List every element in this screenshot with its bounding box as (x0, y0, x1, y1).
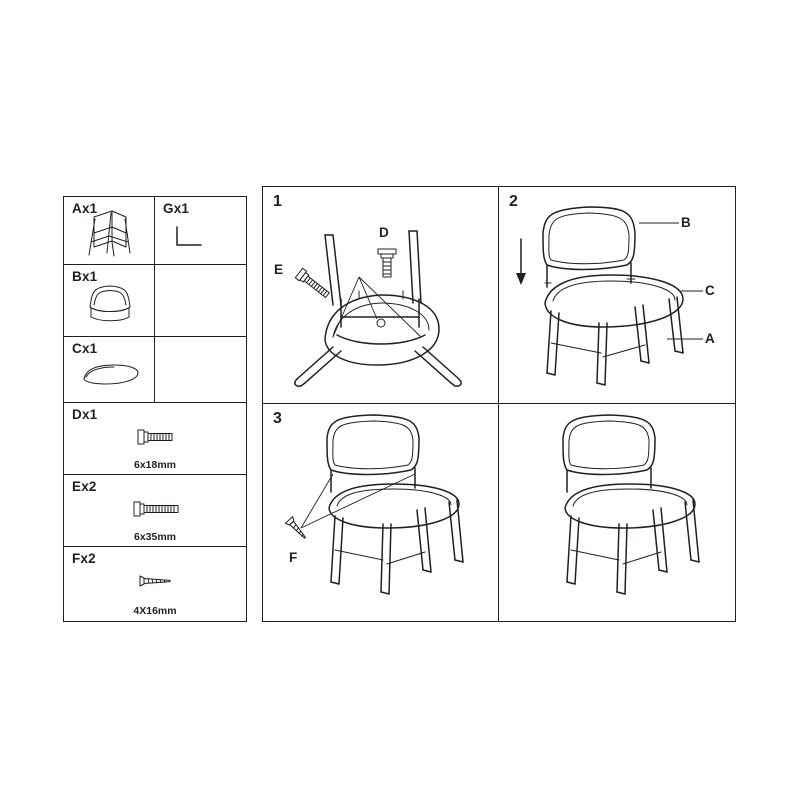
step-4-cell (499, 404, 735, 621)
part-cell-g (155, 197, 246, 264)
part-cell-blank-1 (155, 265, 246, 336)
step-2-cell (499, 187, 735, 404)
step-1-cell (263, 187, 499, 404)
table-row (64, 475, 246, 547)
part-label-a: Ax1 (72, 201, 98, 216)
part-size-f: 4X16mm (133, 605, 177, 617)
part-label-f: Fx2 (72, 551, 96, 566)
part-size-e: 6x35mm (133, 531, 177, 543)
allen-key-icon (155, 197, 246, 264)
part-label-d: Dx1 (72, 407, 98, 422)
step-2-number: 2 (509, 193, 518, 210)
table-row (64, 265, 246, 337)
chair-seat-icon (64, 337, 154, 402)
part-size-d: 6x18mm (133, 459, 177, 471)
callout-c-step2: C (705, 283, 715, 298)
part-label-c: Cx1 (72, 341, 98, 356)
steps-panel (262, 186, 736, 622)
part-cell-f (64, 547, 246, 620)
table-row (64, 337, 246, 403)
step-3-cell (263, 404, 499, 621)
table-row (64, 403, 246, 475)
part-cell-d (64, 403, 246, 474)
part-label-g: Gx1 (163, 201, 190, 216)
callout-b-step2: B (681, 215, 691, 230)
part-cell-e (64, 475, 246, 546)
chair-frame-icon (64, 197, 154, 264)
table-row (64, 197, 246, 265)
step-2-illustration (499, 187, 735, 404)
step-3-illustration (263, 404, 499, 621)
step-1-number: 1 (273, 193, 282, 210)
part-label-e: Ex2 (72, 479, 97, 494)
callout-e-step1: E (274, 262, 284, 277)
table-row (64, 547, 246, 620)
chair-backrest-icon (64, 265, 154, 336)
step-1-illustration (263, 187, 499, 404)
callout-d-step1: D (379, 225, 389, 240)
part-cell-blank-2 (155, 337, 246, 402)
finished-chair-illustration (499, 404, 735, 621)
parts-table (63, 196, 247, 622)
part-cell-c (64, 337, 155, 402)
part-cell-a (64, 197, 155, 264)
step-3-number: 3 (273, 410, 282, 427)
part-cell-b (64, 265, 155, 336)
callout-f-step3: F (289, 550, 298, 565)
part-label-b: Bx1 (72, 269, 98, 284)
callout-a-step2: A (705, 331, 715, 346)
